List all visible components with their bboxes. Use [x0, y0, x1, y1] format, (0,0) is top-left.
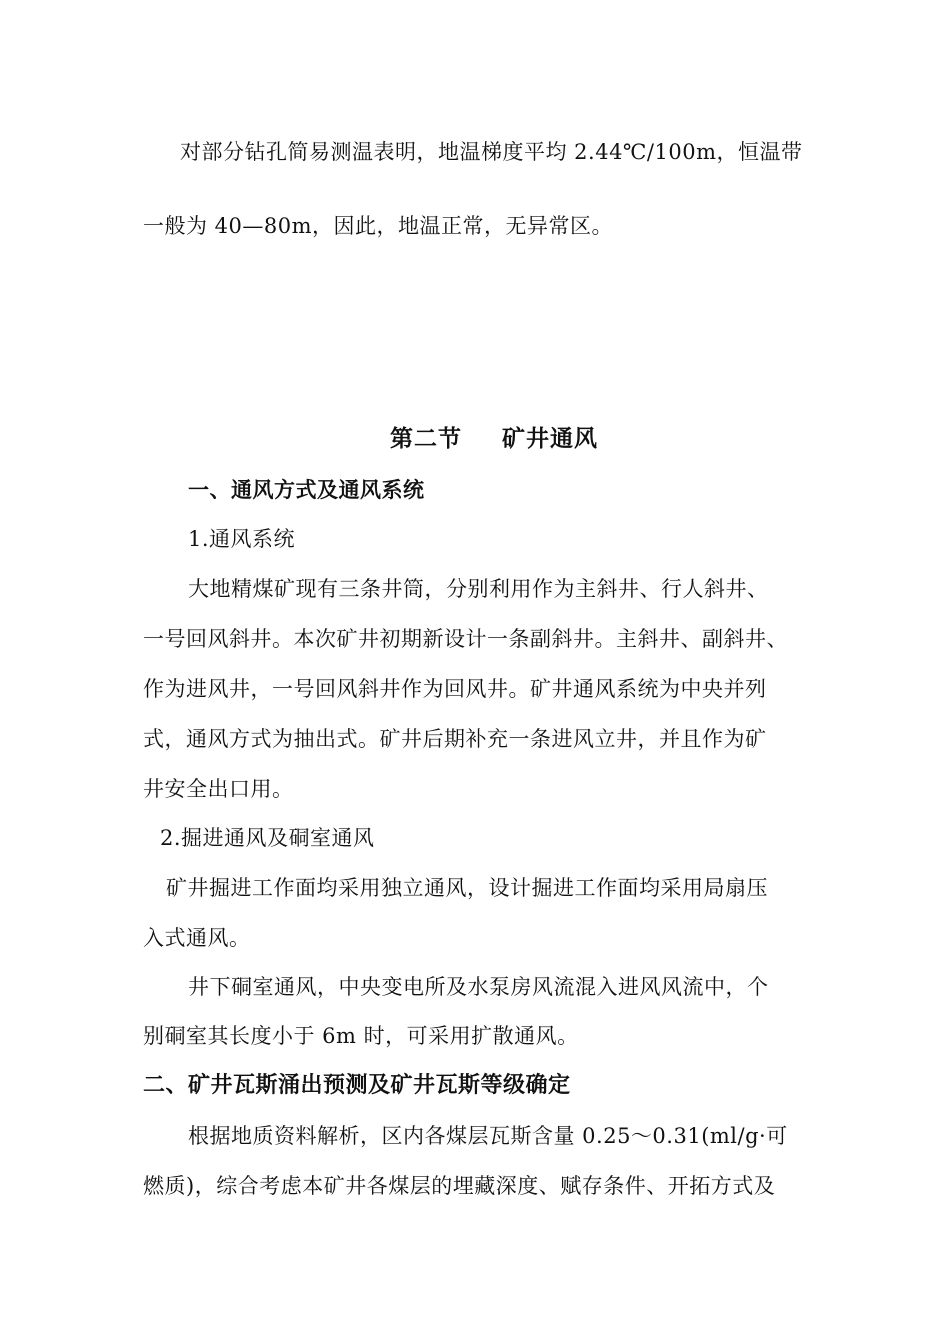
paragraph-line: 作为进风井，一号回风斜井作为回风井。矿井通风系统为中央并列: [143, 677, 767, 701]
section-name: 矿井通风: [502, 426, 598, 452]
paragraph-line: 矿井掘进工作面均采用独立通风，设计掘进工作面均采用局扇压: [166, 876, 768, 900]
section-title: [390, 425, 598, 453]
paragraph-line: 井安全出口用。: [143, 777, 294, 801]
subsection-heading: 二、矿井瓦斯涌出预测及矿井瓦斯等级确定: [143, 1073, 571, 1098]
paragraph-line: 别硐室其长度小于 6m 时，可采用扩散通风。: [143, 1024, 579, 1048]
subsection-heading: 一、通风方式及通风系统: [188, 478, 425, 502]
paragraph-line: 入式通风。: [143, 926, 251, 950]
paragraph-line: 井下硐室通风，中央变电所及水泵房风流混入进风风流中，个: [188, 975, 769, 999]
item-heading: 1.通风系统: [188, 527, 296, 551]
paragraph-line: 大地精煤矿现有三条井筒，分别利用作为主斜井、行人斜井、: [188, 577, 769, 601]
item-heading: 2.掘进通风及硐室通风: [160, 826, 375, 850]
paragraph-line: 式，通风方式为抽出式。矿井后期补充一条进风立井，并且作为矿: [143, 727, 767, 751]
paragraph-line: 一般为 40—80m，因此，地温正常，无异常区。: [143, 214, 614, 238]
section-number: 第二节: [390, 426, 462, 452]
paragraph-line: 根据地质资料解析，区内各煤层瓦斯含量 0.25～0.31(ml/g·可: [188, 1124, 788, 1148]
paragraph-line: 对部分钻孔简易测温表明，地温梯度平均 2.44℃/100m，恒温带: [180, 140, 803, 164]
paragraph-line: 燃质)，综合考虑本矿井各煤层的埋藏深度、赋存条件、开拓方式及: [143, 1174, 776, 1198]
paragraph-line: 一号回风斜井。本次矿井初期新设计一条副斜井。主斜井、副斜井、: [143, 627, 788, 651]
